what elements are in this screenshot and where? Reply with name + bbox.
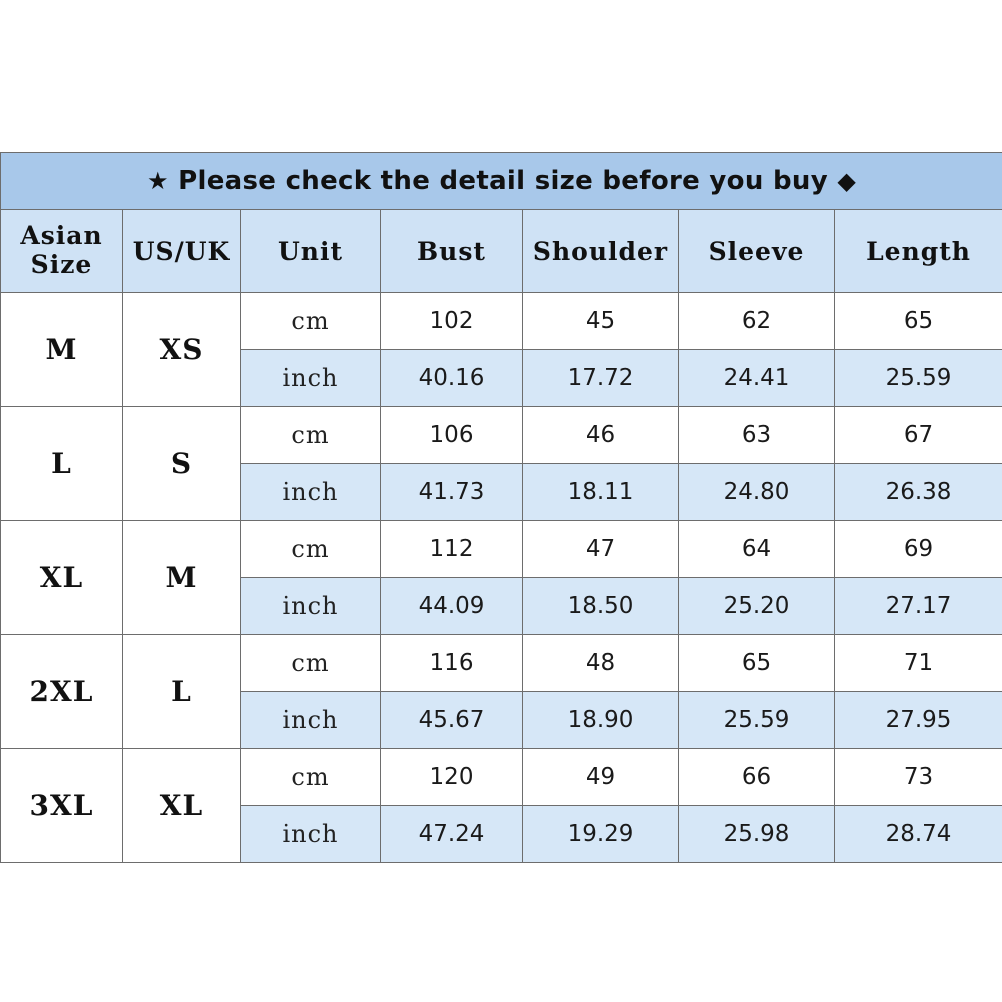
cell-bust-cm: 112 <box>381 521 523 578</box>
cell-length-cm: 65 <box>835 293 1002 350</box>
cell-bust-inch: 47.24 <box>381 806 523 863</box>
cell-unit-inch: inch <box>241 578 381 635</box>
cell-length-inch: 27.95 <box>835 692 1002 749</box>
cell-bust-inch: 41.73 <box>381 464 523 521</box>
banner-row <box>1 153 1002 210</box>
cell-shoulder-cm: 47 <box>523 521 679 578</box>
cell-unit-inch: inch <box>241 350 381 407</box>
cell-length-inch: 25.59 <box>835 350 1002 407</box>
banner-text: Please check the detail size before you buy <box>178 166 828 196</box>
cell-bust-cm: 116 <box>381 635 523 692</box>
table-row <box>1 293 1002 350</box>
cell-sleeve-inch: 24.41 <box>679 350 835 407</box>
cell-sleeve-inch: 25.59 <box>679 692 835 749</box>
cell-sleeve-inch: 25.20 <box>679 578 835 635</box>
cell-unit-cm: cm <box>241 749 381 806</box>
cell-shoulder-cm: 45 <box>523 293 679 350</box>
header-asian-size <box>1 210 123 293</box>
cell-length-inch: 27.17 <box>835 578 1002 635</box>
header-bust: Bust <box>381 210 523 293</box>
table-row <box>1 749 1002 806</box>
cell-us-uk: L <box>123 635 241 749</box>
header-sleeve: Sleeve <box>679 210 835 293</box>
header-asian-size-line2: Size <box>30 250 93 279</box>
cell-bust-inch: 40.16 <box>381 350 523 407</box>
cell-unit-inch: inch <box>241 464 381 521</box>
cell-us-uk: XS <box>123 293 241 407</box>
cell-asian-size: 2XL <box>1 635 123 749</box>
star-icon: ★ <box>146 167 169 195</box>
cell-sleeve-inch: 24.80 <box>679 464 835 521</box>
banner-cell <box>1 153 1002 210</box>
cell-bust-cm: 102 <box>381 293 523 350</box>
cell-length-cm: 69 <box>835 521 1002 578</box>
cell-shoulder-cm: 49 <box>523 749 679 806</box>
cell-us-uk: S <box>123 407 241 521</box>
cell-unit-inch: inch <box>241 692 381 749</box>
header-asian-size-line1: Asian <box>20 221 103 251</box>
table-row <box>1 521 1002 578</box>
cell-length-cm: 73 <box>835 749 1002 806</box>
cell-asian-size: M <box>1 293 123 407</box>
table-row <box>1 635 1002 692</box>
cell-length-cm: 71 <box>835 635 1002 692</box>
cell-unit-inch: inch <box>241 806 381 863</box>
size-chart-table <box>0 152 1002 863</box>
header-row <box>1 210 1002 293</box>
cell-unit-cm: cm <box>241 293 381 350</box>
cell-asian-size: XL <box>1 521 123 635</box>
cell-bust-inch: 45.67 <box>381 692 523 749</box>
cell-length-cm: 67 <box>835 407 1002 464</box>
table-row <box>1 407 1002 464</box>
cell-sleeve-cm: 62 <box>679 293 835 350</box>
cell-sleeve-cm: 64 <box>679 521 835 578</box>
cell-length-inch: 28.74 <box>835 806 1002 863</box>
cell-sleeve-inch: 25.98 <box>679 806 835 863</box>
cell-unit-cm: cm <box>241 521 381 578</box>
cell-us-uk: XL <box>123 749 241 863</box>
diamond-icon: ◆ <box>837 167 857 195</box>
cell-bust-cm: 120 <box>381 749 523 806</box>
cell-asian-size: L <box>1 407 123 521</box>
cell-shoulder-cm: 48 <box>523 635 679 692</box>
header-us-uk: US/UK <box>123 210 241 293</box>
cell-us-uk: M <box>123 521 241 635</box>
cell-shoulder-inch: 17.72 <box>523 350 679 407</box>
header-unit: Unit <box>241 210 381 293</box>
cell-shoulder-inch: 18.11 <box>523 464 679 521</box>
cell-shoulder-inch: 18.90 <box>523 692 679 749</box>
header-length: Length <box>835 210 1002 293</box>
cell-unit-cm: cm <box>241 407 381 464</box>
cell-bust-cm: 106 <box>381 407 523 464</box>
cell-unit-cm: cm <box>241 635 381 692</box>
cell-sleeve-cm: 66 <box>679 749 835 806</box>
cell-sleeve-cm: 65 <box>679 635 835 692</box>
cell-bust-inch: 44.09 <box>381 578 523 635</box>
header-shoulder: Shoulder <box>523 210 679 293</box>
cell-shoulder-inch: 19.29 <box>523 806 679 863</box>
cell-sleeve-cm: 63 <box>679 407 835 464</box>
cell-shoulder-cm: 46 <box>523 407 679 464</box>
cell-length-inch: 26.38 <box>835 464 1002 521</box>
cell-asian-size: 3XL <box>1 749 123 863</box>
cell-shoulder-inch: 18.50 <box>523 578 679 635</box>
